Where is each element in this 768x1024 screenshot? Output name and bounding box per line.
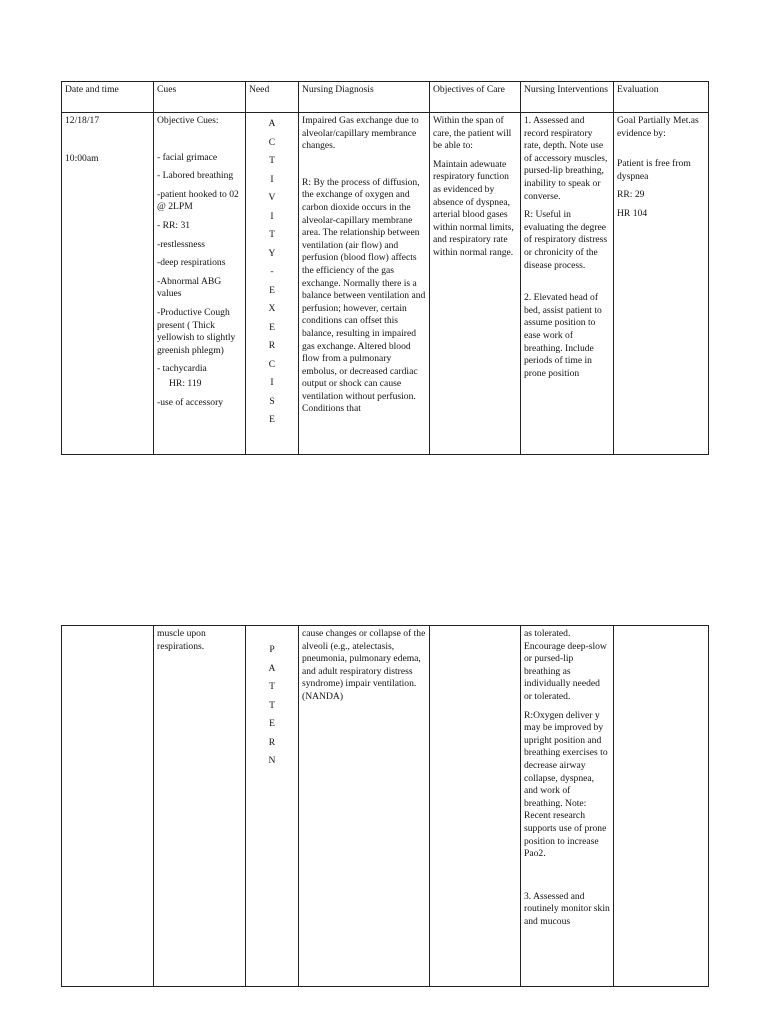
content-row	[62, 113, 709, 455]
diagnosis-cell-continued	[299, 626, 430, 987]
need-letter: C	[268, 358, 276, 370]
time-text: 10:00am	[65, 152, 99, 164]
need-letter: X	[268, 303, 276, 314]
objectives-cell	[430, 113, 521, 455]
nursing-care-plan-table-continued	[61, 625, 709, 987]
need-letter: I	[270, 173, 274, 185]
intervention-3: 3. Assessed and routinely monitor skin and mucous	[524, 890, 610, 927]
need-letter: I	[270, 210, 274, 222]
need-letter: Y	[268, 247, 276, 259]
header-cues: Cues	[154, 82, 246, 113]
diagnosis-rationale-continued: cause changes or collapse of the alveoli (e.g., atelectasis, pneumonia, pulmonary edema, and adult respiratory distress syndrome) impair ventilation. (NANDA)	[302, 628, 426, 702]
need-letter: E	[269, 284, 275, 296]
need-letter: C	[268, 136, 276, 148]
need-letter: E	[269, 414, 275, 425]
intervention-1-rationale: R: Useful in evaluating the degree of respiratory distress or chronicity of the disease process.	[524, 209, 608, 271]
evaluation-cell	[614, 113, 709, 455]
need-letter: N	[268, 755, 276, 766]
objectives-cell-continued	[430, 626, 521, 987]
cue-item: -use of accessory	[157, 396, 224, 408]
evaluation-detail: Patient is free from dyspnea	[617, 158, 691, 182]
cues-cell	[154, 113, 246, 455]
date-time-cell	[62, 113, 154, 455]
cue-item: - facial grimace	[157, 151, 218, 163]
need-letter: P	[269, 644, 275, 655]
cue-item: -patient hooked to 02 @ 2LPM	[157, 188, 239, 213]
need-letter: A	[268, 118, 276, 129]
cue-item: - tachycardia	[157, 363, 207, 375]
nursing-care-plan-table	[61, 81, 709, 455]
cue-item: -restlessness	[157, 238, 205, 250]
diagnosis-cell	[299, 113, 430, 455]
cues-cell-continued	[154, 626, 246, 987]
intervention-2-continued: as tolerated. Encourage deep-slow or pursed-lip breathing as individually needed or tolerated.	[524, 628, 607, 702]
objectives-intro: Within the span of care, the patient will be able to:	[433, 115, 512, 152]
need-letter: T	[269, 699, 275, 711]
diagnosis-rationale: R: By the process of diffusion, the exchange of oxygen and carbon dioxide occurs in the alveolar-capillary membrane area. The relationship between ventilation (air flow) and perfusion (blood flow) affects the efficiency of the gas exchange. Normally there is a balance between ventilation and perfusion; however, certain conditions can offset this balance, resulting in impaired gas exchange. Altered blood flow from a pulmonary embolus, or decreased cardiac output or shock can cause ventilation without perfusion. Conditions that	[302, 176, 426, 415]
need-cell	[246, 113, 299, 455]
need-letter: T	[269, 681, 275, 692]
intervention-2: 2. Elevated head of bed, assist patient to assume position to ease work of breathing. Include periods of time in prone position	[524, 292, 602, 379]
cue-item: HR: 119	[169, 377, 202, 389]
need-letter: I	[270, 377, 274, 388]
need-cell-continued	[246, 626, 299, 987]
need-letter: S	[269, 395, 275, 407]
need-letter: T	[269, 229, 275, 240]
evaluation-rr: RR: 29	[617, 189, 645, 201]
objectives-goal: Maintain adewuate respiratory function as evidenced by absence of dyspnea, arterial blood gases within normal limits, and respiratory rate within normal range.	[433, 158, 514, 258]
header-need: Need	[246, 82, 299, 113]
evaluation-status: Goal Partially Met.as evidence by:	[617, 115, 699, 139]
diagnosis-statement: Impaired Gas exchange due to alveolar/capillary membrance changes.	[302, 115, 419, 152]
cue-item: -Abnormal ABG values	[157, 275, 222, 300]
cue-item: -Productive Cough present ( Thick yellowish to slightly greenish phlegm)	[157, 306, 236, 356]
date-text: 12/18/17	[65, 115, 100, 126]
date-time-cell-continued	[62, 626, 154, 987]
header-objectives: Objectives of Care	[430, 82, 521, 113]
need-letter: V	[268, 192, 276, 203]
intervention-1: 1. Assessed and record respiratory rate, depth. Note use of accessory muscles, pursed-lip breathing, inability to speak or converse.	[524, 115, 608, 202]
need-letter: T	[269, 155, 275, 166]
header-evaluation: Evaluation	[614, 82, 709, 113]
need-letter: E	[269, 321, 275, 333]
need-letter: -	[270, 266, 274, 277]
need-letter: E	[269, 718, 275, 729]
continued-row	[62, 626, 709, 987]
care-plan-table-page-1	[61, 81, 709, 455]
cue-item: -deep respirations	[157, 257, 226, 269]
header-row	[62, 82, 709, 113]
cue-continued: muscle upon respirations.	[157, 628, 206, 652]
need-letter: A	[268, 662, 276, 674]
cue-item: - RR: 31	[157, 219, 191, 231]
evaluation-cell-continued	[614, 626, 709, 987]
need-letter: R	[268, 736, 276, 748]
interventions-cell-continued	[521, 626, 614, 987]
need-letter: R	[268, 340, 276, 351]
header-nursing-diagnosis: Nursing Diagnosis	[299, 82, 430, 113]
interventions-cell	[521, 113, 614, 455]
cue-item: - Labored breathing	[157, 170, 234, 182]
header-date-time: Date and time	[62, 82, 154, 113]
care-plan-table-page-2	[61, 625, 709, 987]
intervention-2-rationale: R:Oxygen deliver y may be improved by upright position and breathing exercises to decrease airway collapse, dyspnea, and work of breathing. Note: Recent research supports use of prone position to increase Pao2.	[524, 709, 608, 860]
header-interventions: Nursing Interventions	[521, 82, 614, 113]
cues-title: Objective Cues:	[157, 115, 219, 126]
evaluation-hr: HR 104	[617, 207, 648, 219]
